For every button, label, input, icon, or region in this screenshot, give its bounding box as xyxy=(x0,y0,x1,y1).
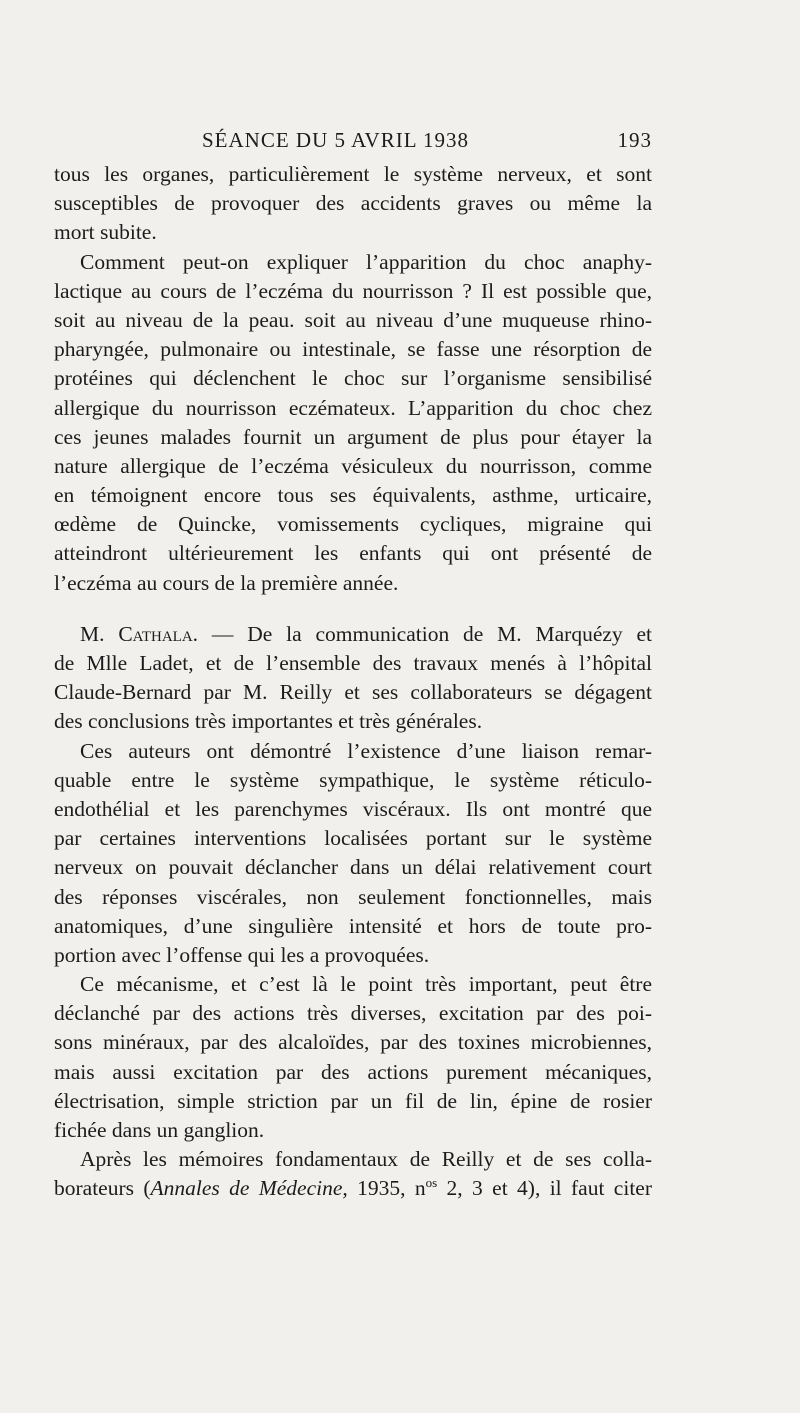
text-line: tous les organes, particulièrement le système nerveux, et sont xyxy=(54,162,652,186)
paragraph-authors xyxy=(54,737,652,971)
text-line: pharyngée, pulmonaire ou intestinale, se fasse une résorption de xyxy=(54,337,652,362)
text-line: mort subite. xyxy=(54,220,157,245)
text-line: Comment peut-on expliquer l’apparition du choc anaphy- xyxy=(80,249,652,274)
page-number: 193 xyxy=(617,128,652,152)
text-line: Ce mécanisme, et c’est là le point très important, peut être xyxy=(80,972,652,997)
text-line: portion avec l’offense qui les a provoquées. xyxy=(54,942,430,967)
text-line: par certaines interventions localisées portant sur le système xyxy=(54,826,652,851)
text-fragment: borateurs ( xyxy=(54,1176,151,1201)
journal-title: Annales de Médecine, xyxy=(150,1176,348,1201)
paragraph-memoirs xyxy=(54,1145,652,1203)
text-line: endothélial et les parenchymes viscéraux. Ils ont montré que xyxy=(54,796,652,821)
text-line: lactique au cours de l’eczéma du nourrisson ? Il est possible que, xyxy=(54,278,652,303)
running-header xyxy=(54,124,652,160)
text-line: soit au niveau de la peau. soit au niveau d’une muqueuse rhino- xyxy=(54,307,652,332)
text-line: fichée dans un ganglion. xyxy=(54,1118,265,1142)
text-fragment: 2, 3 et 4), il faut citer xyxy=(437,1176,652,1201)
speaker-name: M. Cathala. xyxy=(80,621,199,646)
text-line: Après les mémoires fondamentaux de Reilly et de ses colla- xyxy=(80,1147,652,1172)
running-title: SÉANCE DU 5 AVRIL 1938 xyxy=(202,128,470,152)
text-line: déclanché par des actions très diverses, excitation par des poi- xyxy=(54,1001,652,1026)
text-line: des réponses viscérales, non seulement fonctionnelles, mais xyxy=(54,884,652,909)
text-fragment: — De la communication de M. Marquézy et xyxy=(198,621,652,646)
text-line: sons minéraux, par des alcaloïdes, par des toxines microbiennes, xyxy=(54,1030,652,1055)
text-line: quable entre le système sympathique, le système réticulo- xyxy=(54,767,652,792)
text-line: nerveux on pouvait déclancher dans un délai relativement court xyxy=(54,855,652,880)
superscript: os xyxy=(425,1175,438,1191)
text-line: l’eczéma au cours de la première année. xyxy=(54,570,399,595)
paragraph-continuation xyxy=(54,160,652,248)
text-line: anatomiques, d’une singulière intensité et hors de toute pro- xyxy=(54,913,652,938)
text-line: mais aussi excitation par des actions purement mécaniques, xyxy=(54,1059,652,1084)
section-gap xyxy=(54,598,652,620)
text-line: susceptibles de provoquer des accidents graves ou même la xyxy=(54,191,652,216)
text-line: Claude-Bernard par M. Reilly et ses collaborateurs se dégagent xyxy=(54,680,652,705)
paragraph-anaphylaxis xyxy=(54,248,652,598)
text-line: œdème de Quincke, vomissements cycliques, migraine qui xyxy=(54,512,652,537)
text-line: allergique du nourrisson eczémateux. L’apparition du choc chez xyxy=(54,395,652,420)
text-line: en témoignent encore tous ses équivalents, asthme, urticaire, xyxy=(54,483,652,508)
book-page xyxy=(54,124,652,1204)
text-line: Ces auteurs ont démontré l’existence d’une liaison remar- xyxy=(80,738,652,763)
text-line: des conclusions très importantes et très générales. xyxy=(54,709,483,734)
text-line: de Mlle Ladet, et de l’ensemble des travaux menés à l’hôpital xyxy=(54,651,652,675)
text-line xyxy=(54,620,652,649)
text-line: ces jeunes malades fournit un argument de plus pour étayer la xyxy=(54,424,652,449)
paragraph-mechanism xyxy=(54,970,652,1145)
text-line: nature allergique de l’eczéma vésiculeux du nourrisson, comme xyxy=(54,453,652,478)
text-line: électrisation, simple striction par un fil de lin, épine de rosier xyxy=(54,1088,652,1113)
text-line xyxy=(54,1174,652,1203)
text-line: protéines qui déclenchent le choc sur l’organisme sensibilisé xyxy=(54,366,652,391)
text-line: atteindront ultérieurement les enfants qui ont présenté de xyxy=(54,541,652,566)
paragraph-cathala xyxy=(54,620,652,737)
text-fragment: 1935, n xyxy=(347,1176,426,1201)
